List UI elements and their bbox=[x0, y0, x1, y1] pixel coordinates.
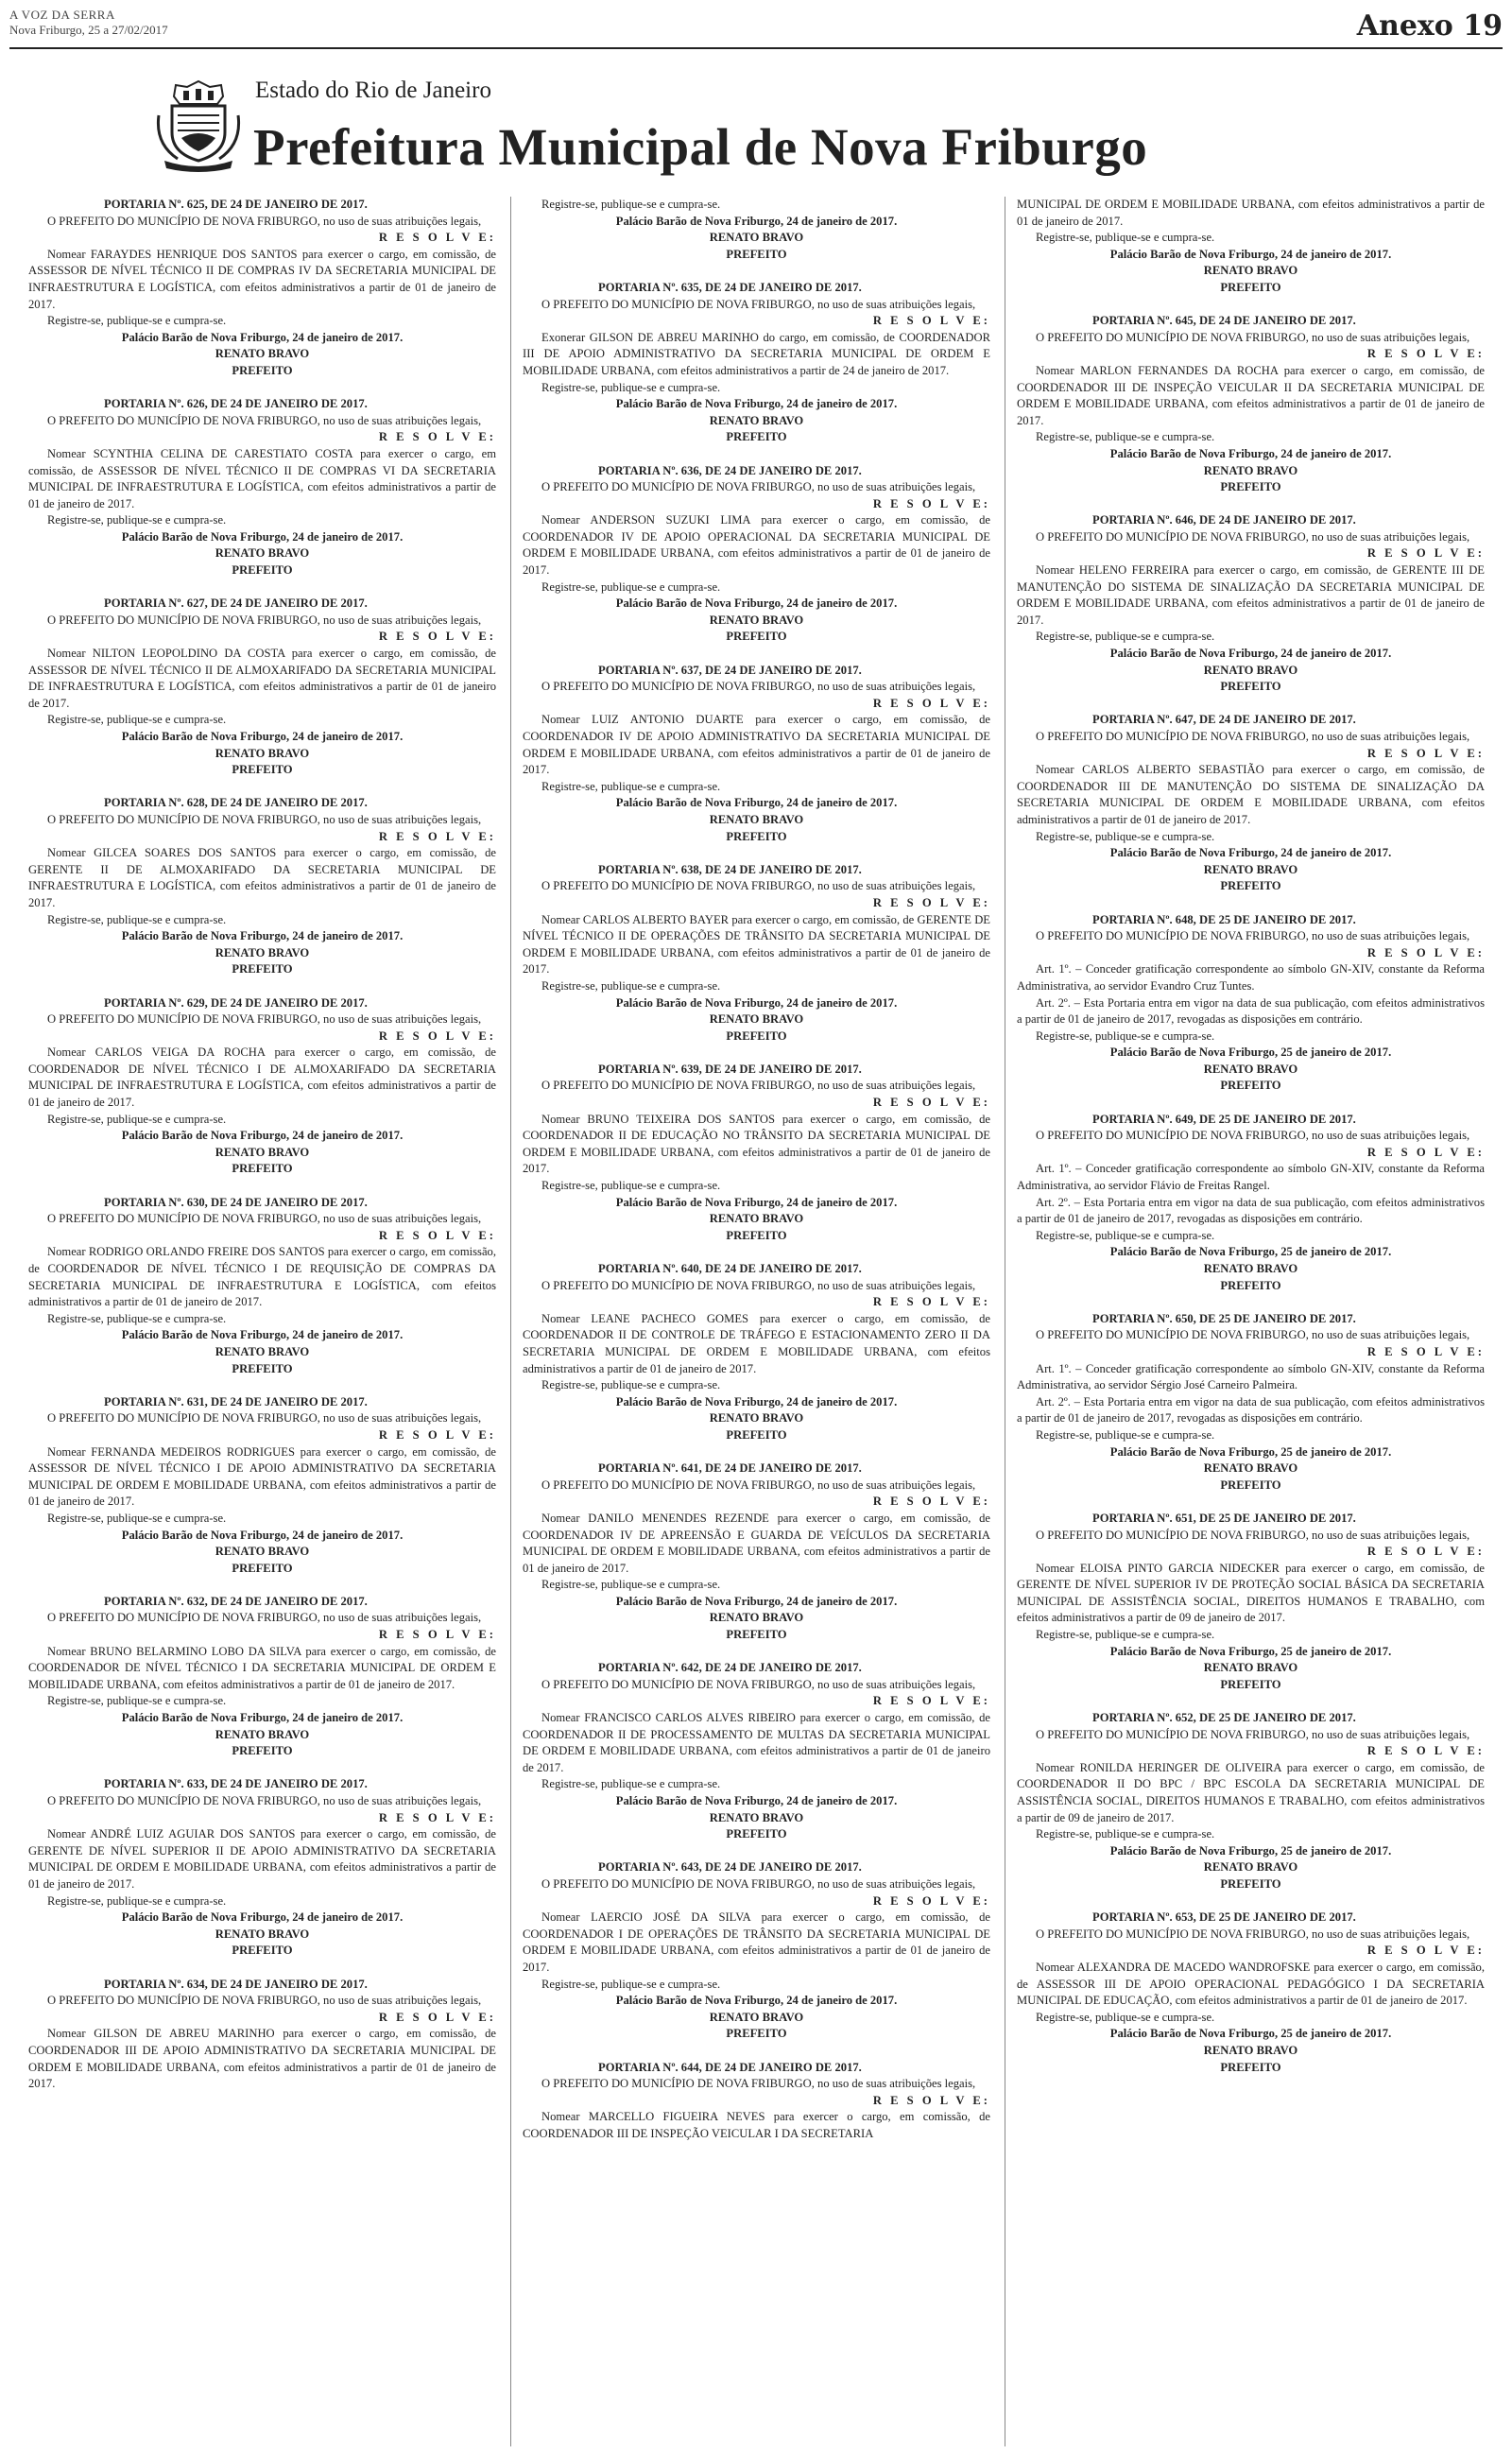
paragraph: Registre-se, publique-se e cumpra-se. bbox=[541, 380, 721, 394]
resolve-heading: R E S O L V E: bbox=[378, 1810, 496, 1824]
paragraph: O PREFEITO DO MUNICÍPIO DE NOVA FRIBURGO, no uso de suas atribuições legais, bbox=[541, 879, 976, 893]
portaria-title: PORTARIA Nº. 650, DE 25 DE JANEIRO DE 2017. bbox=[1092, 1311, 1356, 1325]
spacer bbox=[523, 1244, 990, 1261]
paragraph: Art. 2º. – Esta Portaria entra em vigor na data de sua publicação, com efeitos administrativos a partir de 01 de janeiro de 2017, revogadas as disposições em contrário. bbox=[1017, 995, 1485, 1027]
signature-line: Palácio Barão de Nova Friburgo, 24 de janeiro de 2017. bbox=[615, 1994, 898, 2008]
portaria-title: PORTARIA Nº. 626, DE 24 DE JANEIRO DE 2017. bbox=[104, 397, 368, 411]
signature-line: PREFEITO bbox=[232, 1744, 293, 1758]
resolve-heading: R E S O L V E: bbox=[378, 1028, 496, 1043]
portaria-title: PORTARIA Nº. 635, DE 24 DE JANEIRO DE 2017. bbox=[598, 280, 862, 294]
resolve-heading: R E S O L V E: bbox=[378, 630, 496, 644]
paragraph: O PREFEITO DO MUNICÍPIO DE NOVA FRIBURGO, no uso de suas atribuições legais, bbox=[47, 1994, 482, 2008]
signature-line: Palácio Barão de Nova Friburgo, 24 de janeiro de 2017. bbox=[1109, 446, 1392, 460]
signature-line: Palácio Barão de Nova Friburgo, 24 de janeiro de 2017. bbox=[615, 214, 898, 228]
resolve-heading: R E S O L V E: bbox=[378, 1228, 496, 1242]
signature-line: PREFEITO bbox=[232, 563, 293, 578]
paragraph: Nomear GILCEA SOARES DOS SANTOS para exercer o cargo, em comissão, de GERENTE II DE ALMOXARIFADO DA SECRETARIA MUNICIPAL DE INFRAESTRUTURA E LOGÍSTICA, com efeitos administrativos a partir de 01 de janeiro de 2017. bbox=[28, 846, 496, 909]
coat-of-arms-icon bbox=[151, 78, 246, 172]
signature-line: RENATO BRAVO bbox=[215, 1145, 310, 1159]
signature-line: PREFEITO bbox=[1220, 879, 1281, 893]
resolve-heading: R E S O L V E: bbox=[872, 2093, 990, 2107]
signature-line: Palácio Barão de Nova Friburgo, 24 de janeiro de 2017. bbox=[615, 995, 898, 1010]
paragraph: Registre-se, publique-se e cumpra-se. bbox=[541, 779, 721, 793]
signature-line: PREFEITO bbox=[1220, 280, 1281, 294]
resolve-heading: R E S O L V E: bbox=[872, 1295, 990, 1309]
spacer bbox=[523, 263, 990, 280]
paragraph: Registre-se, publique-se e cumpra-se. bbox=[1036, 1028, 1215, 1043]
masthead bbox=[151, 72, 1380, 195]
signature-line: RENATO BRAVO bbox=[1203, 862, 1298, 876]
resolve-heading: R E S O L V E: bbox=[1366, 1545, 1485, 1559]
portaria-title: PORTARIA Nº. 649, DE 25 DE JANEIRO DE 2017. bbox=[1092, 1112, 1356, 1126]
signature-line: PREFEITO bbox=[1220, 2060, 1281, 2074]
signature-line: RENATO BRAVO bbox=[1203, 2043, 1298, 2057]
portaria-title: PORTARIA Nº. 646, DE 24 DE JANEIRO DE 2017. bbox=[1092, 513, 1356, 527]
signature-line: RENATO BRAVO bbox=[709, 1212, 804, 1226]
signature-line: Palácio Barão de Nova Friburgo, 25 de janeiro de 2017. bbox=[1109, 2027, 1392, 2041]
portaria-title: PORTARIA Nº. 652, DE 25 DE JANEIRO DE 2017. bbox=[1092, 1711, 1356, 1725]
signature-line: RENATO BRAVO bbox=[709, 1012, 804, 1027]
state-name: Estado do Rio de Janeiro bbox=[255, 78, 491, 103]
resolve-heading: R E S O L V E: bbox=[872, 1495, 990, 1509]
portaria-title: PORTARIA Nº. 636, DE 24 DE JANEIRO DE 2017. bbox=[598, 463, 862, 477]
signature-line: PREFEITO bbox=[726, 829, 787, 843]
signature-line: Palácio Barão de Nova Friburgo, 24 de janeiro de 2017. bbox=[1109, 647, 1392, 661]
signature-line: RENATO BRAVO bbox=[215, 1927, 310, 1941]
paragraph: O PREFEITO DO MUNICÍPIO DE NOVA FRIBURGO, no uso de suas atribuições legais, bbox=[541, 1478, 976, 1492]
paragraph: Nomear CARLOS ALBERTO SEBASTIÃO para exercer o cargo, em comissão, de COORDENADOR III DE MANUTENÇÃO DO SISTEMA DE SINALIZAÇÃO DA SECRETARIA MUNICIPAL DE ORDEM E MOBILIDADE URBANA, com efeitos administrativos a partir de 01 de janeiro de 2017. bbox=[1017, 763, 1485, 826]
spacer bbox=[523, 2043, 990, 2060]
signature-line: Palácio Barão de Nova Friburgo, 24 de janeiro de 2017. bbox=[615, 397, 898, 411]
portaria-title: PORTARIA Nº. 648, DE 25 DE JANEIRO DE 2017. bbox=[1092, 912, 1356, 926]
signature-line: Palácio Barão de Nova Friburgo, 24 de janeiro de 2017. bbox=[1109, 247, 1392, 261]
signature-line: Palácio Barão de Nova Friburgo, 25 de janeiro de 2017. bbox=[1109, 1245, 1392, 1259]
spacer bbox=[1017, 496, 1485, 513]
resolve-heading: R E S O L V E: bbox=[378, 231, 496, 245]
signature-line: PREFEITO bbox=[1220, 680, 1281, 694]
signature-line: Palácio Barão de Nova Friburgo, 25 de janeiro de 2017. bbox=[1109, 1444, 1392, 1459]
paragraph: O PREFEITO DO MUNICÍPIO DE NOVA FRIBURGO, no uso de suas atribuições legais, bbox=[1036, 1927, 1470, 1941]
signature-line: RENATO BRAVO bbox=[215, 546, 310, 561]
resolve-heading: R E S O L V E: bbox=[872, 1893, 990, 1908]
spacer bbox=[523, 1644, 990, 1661]
paragraph: Nomear LEANE PACHECO GOMES para exercer o cargo, em comissão, de COORDENADOR II DE CONTROLE DE TRÁFEGO E ESTACIONAMENTO ZERO II DA SECRETARIA MUNICIPAL DE ORDEM E MOBILIDADE URBANA, com efeitos administrativos a partir de 01 de janeiro de 2017. bbox=[523, 1311, 990, 1375]
spacer bbox=[28, 978, 496, 995]
spacer bbox=[1017, 696, 1485, 713]
signature-line: PREFEITO bbox=[726, 1628, 787, 1642]
paragraph: O PREFEITO DO MUNICÍPIO DE NOVA FRIBURGO, no uso de suas atribuições legais, bbox=[1036, 1129, 1470, 1143]
paragraph: O PREFEITO DO MUNICÍPIO DE NOVA FRIBURGO, no uso de suas atribuições legais, bbox=[47, 413, 482, 427]
portaria-title: PORTARIA Nº. 637, DE 24 DE JANEIRO DE 2017. bbox=[598, 663, 862, 677]
signature-line: PREFEITO bbox=[726, 1028, 787, 1043]
signature-line: PREFEITO bbox=[726, 247, 787, 261]
signature-line: PREFEITO bbox=[1220, 1876, 1281, 1891]
paragraph: Nomear BRUNO TEIXEIRA DOS SANTOS para exercer o cargo, em comissão, de COORDENADOR II DE EDUCAÇÃO NO TRÂNSITO DA SECRETARIA MUNICIPAL DE ORDEM E MOBILIDADE URBANA, com efeitos administrativos a partir de 01 de janeiro de 2017. bbox=[523, 1112, 990, 1176]
portaria-title: PORTARIA Nº. 640, DE 24 DE JANEIRO DE 2017. bbox=[598, 1262, 862, 1275]
resolve-heading: R E S O L V E: bbox=[378, 430, 496, 444]
resolve-heading: R E S O L V E: bbox=[378, 829, 496, 843]
paragraph: Art. 1º. – Conceder gratificação correspondente ao símbolo GN-XIV, constante da Reforma Administrativa, ao servidor Flávio de Freitas Rangel. bbox=[1017, 1162, 1485, 1193]
paragraph: Registre-se, publique-se e cumpra-se. bbox=[1036, 1427, 1215, 1442]
signature-line: PREFEITO bbox=[726, 630, 787, 644]
portaria-title: PORTARIA Nº. 634, DE 24 DE JANEIRO DE 2017. bbox=[104, 1977, 368, 1991]
resolve-heading: R E S O L V E: bbox=[1366, 1344, 1485, 1358]
signature-line: RENATO BRAVO bbox=[215, 347, 310, 361]
paragraph: Registre-se, publique-se e cumpra-se. bbox=[541, 1378, 721, 1392]
spacer bbox=[28, 380, 496, 397]
portaria-title: PORTARIA Nº. 627, DE 24 DE JANEIRO DE 2017. bbox=[104, 596, 368, 611]
signature-line: PREFEITO bbox=[232, 1361, 293, 1375]
spacer bbox=[1017, 297, 1485, 314]
signature-line: RENATO BRAVO bbox=[215, 1727, 310, 1741]
paragraph: Registre-se, publique-se e cumpra-se. bbox=[47, 713, 227, 727]
paragraph: O PREFEITO DO MUNICÍPIO DE NOVA FRIBURGO, no uso de suas atribuições legais, bbox=[47, 1411, 482, 1426]
signature-line: PREFEITO bbox=[1220, 1079, 1281, 1093]
resolve-heading: R E S O L V E: bbox=[1366, 945, 1485, 959]
portaria-title: PORTARIA Nº. 633, DE 24 DE JANEIRO DE 2017. bbox=[104, 1777, 368, 1791]
signature-line: RENATO BRAVO bbox=[1203, 1062, 1298, 1076]
paragraph: Registre-se, publique-se e cumpra-se. bbox=[541, 1179, 721, 1193]
paragraph: Nomear RODRIGO ORLANDO FREIRE DOS SANTOS para exercer o cargo, em comissão, de COORDENADOR DE NÍVEL TÉCNICO I DE REQUISIÇÃO DE COMPRAS DA SECRETARIA MUNICIPAL DE INFRAESTRUTURA E LOGÍSTICA, com efeitos administrativos a partir de 01 de janeiro de 2017. bbox=[28, 1245, 496, 1309]
resolve-heading: R E S O L V E: bbox=[872, 314, 990, 328]
paragraph: Nomear SCYNTHIA CELINA DE CARESTIATO COSTA para exercer o cargo, em comissão, de ASSESSOR DE NÍVEL TÉCNICO II DE COMPRAS VI DA SECRETARIA MUNICIPAL DE INFRAESTRUTURA E LOGÍSTICA, com efeitos administrativos a partir de 01 de janeiro de 2017. bbox=[28, 446, 496, 510]
spacer bbox=[28, 779, 496, 796]
paragraph: O PREFEITO DO MUNICÍPIO DE NOVA FRIBURGO, no uso de suas atribuições legais, bbox=[541, 2077, 976, 2091]
paragraph: O PREFEITO DO MUNICÍPIO DE NOVA FRIBURGO, no uso de suas atribuições legais, bbox=[541, 1876, 976, 1891]
signature-line: RENATO BRAVO bbox=[709, 1810, 804, 1824]
spacer bbox=[1017, 1494, 1485, 1511]
portaria-title: PORTARIA Nº. 625, DE 24 DE JANEIRO DE 2017. bbox=[104, 198, 368, 211]
portaria-title: PORTARIA Nº. 641, DE 24 DE JANEIRO DE 2017. bbox=[598, 1461, 862, 1476]
paragraph: Nomear ANDERSON SUZUKI LIMA para exercer o cargo, em comissão, de COORDENADOR IV DE APOIO OPERACIONAL DA SECRETARIA MUNICIPAL DE ORDEM E MOBILIDADE URBANA, com efeitos administrativos a partir de 01 de janeiro de 2017. bbox=[523, 513, 990, 578]
resolve-heading: R E S O L V E: bbox=[872, 496, 990, 510]
paragraph: Art. 2º. – Esta Portaria entra em vigor na data de sua publicação, com efeitos administrativos a partir de 01 de janeiro de 2017, revogadas as disposições em contrário. bbox=[1017, 1394, 1485, 1426]
resolve-heading: R E S O L V E: bbox=[872, 696, 990, 710]
portaria-title: PORTARIA Nº. 645, DE 24 DE JANEIRO DE 2017. bbox=[1092, 314, 1356, 328]
signature-line: PREFEITO bbox=[232, 1944, 293, 1958]
paragraph: Registre-se, publique-se e cumpra-se. bbox=[47, 314, 227, 328]
spacer bbox=[523, 446, 990, 463]
newspaper-header bbox=[9, 8, 1503, 47]
signature-line: PREFEITO bbox=[232, 1162, 293, 1176]
paragraph: Nomear FRANCISCO CARLOS ALVES RIBEIRO para exercer o cargo, em comissão, de COORDENADOR II DE PROCESSAMENTO DE MULTAS DA SECRETARIA MUNICIPAL DE ORDEM E MOBILIDADE URBANA, com efeitos administrativos a partir de 01 de janeiro de 2017. bbox=[523, 1711, 990, 1774]
resolve-heading: R E S O L V E: bbox=[1366, 1145, 1485, 1159]
paragraph: Nomear ELOISA PINTO GARCIA NIDECKER para exercer o cargo, em comissão, de GERENTE DE NÍVEL SUPERIOR IV DE PROTEÇÃO SOCIAL BÁSICA DA SECRETARIA MUNICIPAL DE ASSISTÊNCIA SOCIAL, DIREITOS HUMANOS E TRABALHO, com efeitos administrativos a partir de 09 de janeiro de 2017. bbox=[1017, 1561, 1485, 1625]
spacer bbox=[28, 1178, 496, 1195]
paragraph: O PREFEITO DO MUNICÍPIO DE NOVA FRIBURGO, no uso de suas atribuições legais, bbox=[47, 812, 482, 826]
column-left bbox=[28, 197, 496, 2446]
signature-line: Palácio Barão de Nova Friburgo, 24 de janeiro de 2017. bbox=[1109, 846, 1392, 860]
signature-line: PREFEITO bbox=[726, 1427, 787, 1442]
paragraph: Nomear FARAYDES HENRIQUE DOS SANTOS para exercer o cargo, em comissão, de ASSESSOR DE NÍVEL TÉCNICO II DE COMPRAS IV DA SECRETARIA MUNICIPAL DE INFRAESTRUTURA E LOGÍSTICA, com efeitos administrativos a partir de 01 de janeiro de 2017. bbox=[28, 247, 496, 311]
resolve-heading: R E S O L V E: bbox=[1366, 347, 1485, 361]
signature-line: Palácio Barão de Nova Friburgo, 24 de janeiro de 2017. bbox=[121, 730, 404, 743]
signature-line: Palácio Barão de Nova Friburgo, 25 de janeiro de 2017. bbox=[1109, 1046, 1392, 1060]
portaria-title: PORTARIA Nº. 647, DE 24 DE JANEIRO DE 2017. bbox=[1092, 713, 1356, 727]
paragraph: Nomear NILTON LEOPOLDINO DA COSTA para exercer o cargo, em comissão, de ASSESSOR DE NÍVEL TÉCNICO II DE ALMOXARIFADO DA SECRETARIA MUNICIPAL DE INFRAESTRUTURA E LOGÍSTICA, com efeitos administrativos a partir de 01 de janeiro de 2017. bbox=[28, 647, 496, 710]
signature-line: PREFEITO bbox=[232, 363, 293, 377]
spacer bbox=[523, 1843, 990, 1860]
paragraph: O PREFEITO DO MUNICÍPIO DE NOVA FRIBURGO, no uso de suas atribuições legais, bbox=[47, 1212, 482, 1226]
signature-line: PREFEITO bbox=[1220, 1278, 1281, 1292]
paragraph: O PREFEITO DO MUNICÍPIO DE NOVA FRIBURGO, no uso de suas atribuições legais, bbox=[1036, 529, 1470, 544]
signature-line: RENATO BRAVO bbox=[709, 1411, 804, 1426]
portaria-title: PORTARIA Nº. 638, DE 24 DE JANEIRO DE 2017. bbox=[598, 862, 862, 876]
resolve-heading: R E S O L V E: bbox=[378, 1628, 496, 1642]
annex-label: Anexo 19 bbox=[1356, 9, 1503, 43]
resolve-heading: R E S O L V E: bbox=[872, 1096, 990, 1110]
signature-line: RENATO BRAVO bbox=[709, 2010, 804, 2024]
paragraph: O PREFEITO DO MUNICÍPIO DE NOVA FRIBURGO, no uso de suas atribuições legais, bbox=[541, 1677, 976, 1691]
paragraph: Nomear CARLOS ALBERTO BAYER para exercer o cargo, em comissão, de GERENTE DE NÍVEL TÉCNICO II DE OPERAÇÕES DE TRÂNSITO DA SECRETARIA MUNICIPAL DE ORDEM E MOBILIDADE URBANA, com efeitos administrativos a partir de 01 de janeiro de 2017. bbox=[523, 912, 990, 976]
paragraph: Registre-se, publique-se e cumpra-se. bbox=[1036, 1228, 1215, 1242]
resolve-heading: R E S O L V E: bbox=[1366, 1944, 1485, 1958]
paragraph: O PREFEITO DO MUNICÍPIO DE NOVA FRIBURGO, no uso de suas atribuições legais, bbox=[1036, 730, 1470, 743]
resolve-heading: R E S O L V E: bbox=[378, 1427, 496, 1442]
spacer bbox=[523, 845, 990, 862]
signature-line: Palácio Barão de Nova Friburgo, 25 de janeiro de 2017. bbox=[1109, 1644, 1392, 1658]
resolve-heading: R E S O L V E: bbox=[872, 895, 990, 909]
paragraph: Registre-se, publique-se e cumpra-se. bbox=[541, 978, 721, 993]
signature-line: Palácio Barão de Nova Friburgo, 24 de janeiro de 2017. bbox=[615, 596, 898, 611]
signature-line: RENATO BRAVO bbox=[1203, 264, 1298, 278]
signature-line: RENATO BRAVO bbox=[215, 945, 310, 959]
paragraph: Registre-se, publique-se e cumpra-se. bbox=[541, 579, 721, 594]
paragraph: Nomear MARCELLO FIGUEIRA NEVES para exercer o cargo, em comissão, de COORDENADOR III DE INSPEÇÃO VEICULAR I DA SECRETARIA bbox=[523, 2110, 990, 2140]
portaria-title: PORTARIA Nº. 631, DE 24 DE JANEIRO DE 2017. bbox=[104, 1394, 368, 1408]
signature-line: Palácio Barão de Nova Friburgo, 24 de janeiro de 2017. bbox=[121, 1528, 404, 1542]
paragraph: Registre-se, publique-se e cumpra-se. bbox=[541, 1977, 721, 1991]
paragraph: O PREFEITO DO MUNICÍPIO DE NOVA FRIBURGO, no uso de suas atribuições legais, bbox=[541, 480, 976, 494]
spacer bbox=[28, 1760, 496, 1777]
spacer bbox=[523, 646, 990, 663]
signature-line: PREFEITO bbox=[232, 763, 293, 777]
spacer bbox=[523, 1444, 990, 1461]
signature-line: Palácio Barão de Nova Friburgo, 24 de janeiro de 2017. bbox=[121, 330, 404, 344]
paragraph: Registre-se, publique-se e cumpra-se. bbox=[541, 198, 721, 211]
paragraph: Art. 1º. – Conceder gratificação correspondente ao símbolo GN-XIV, constante da Reforma Administrativa, ao servidor Evandro Cruz Tuntes. bbox=[1017, 962, 1485, 993]
paragraph: O PREFEITO DO MUNICÍPIO DE NOVA FRIBURGO, no uso de suas atribuições legais, bbox=[47, 1611, 482, 1625]
signature-line: RENATO BRAVO bbox=[1203, 1661, 1298, 1675]
spacer bbox=[1017, 1893, 1485, 1910]
signature-line: Palácio Barão de Nova Friburgo, 24 de janeiro de 2017. bbox=[615, 1394, 898, 1408]
paragraph: MUNICIPAL DE ORDEM E MOBILIDADE URBANA, com efeitos administrativos a partir de 01 de janeiro de 2017. bbox=[1017, 198, 1485, 228]
paragraph: Registre-se, publique-se e cumpra-se. bbox=[47, 1311, 227, 1325]
paragraph: Nomear DANILO MENENDES REZENDE para exercer o cargo, em comissão, de COORDENADOR IV DE APREENSÃO E GUARDA DE VEÍCULOS DA SECRETARIA MUNICIPAL DE ORDEM E MOBILIDADE URBANA, com efeitos administrativos a partir de 01 de janeiro de 2017. bbox=[523, 1511, 990, 1575]
paragraph: Registre-se, publique-se e cumpra-se. bbox=[541, 1777, 721, 1791]
paragraph: Nomear MARLON FERNANDES DA ROCHA para exercer o cargo, em comissão, de COORDENADOR III DE INSPEÇÃO VEICULAR II DA SECRETARIA MUNICIPAL DE ORDEM E MOBILIDADE URBANA, com efeitos administrativos a partir de 01 de janeiro de 2017. bbox=[1017, 363, 1485, 427]
signature-line: RENATO BRAVO bbox=[709, 231, 804, 245]
paragraph: Registre-se, publique-se e cumpra-se. bbox=[1036, 1628, 1215, 1642]
signature-line: RENATO BRAVO bbox=[709, 1611, 804, 1625]
paragraph: O PREFEITO DO MUNICÍPIO DE NOVA FRIBURGO, no uso de suas atribuições legais, bbox=[1036, 1328, 1470, 1342]
signature-line: RENATO BRAVO bbox=[1203, 463, 1298, 477]
spacer bbox=[1017, 1693, 1485, 1710]
page-title: Prefeitura Municipal de Nova Friburgo bbox=[253, 118, 1148, 176]
paragraph: Exonerar GILSON DE ABREU MARINHO do cargo, em comissão, de COORDENADOR III DE APOIO ADMINISTRATIVO DA SECRETARIA MUNICIPAL DE ORDEM E MOBILIDADE URBANA, com efeitos administrativos a partir de 24 de janeiro de 2017. bbox=[523, 330, 990, 377]
signature-line: Palácio Barão de Nova Friburgo, 24 de janeiro de 2017. bbox=[121, 1910, 404, 1925]
resolve-heading: R E S O L V E: bbox=[1366, 546, 1485, 561]
paragraph: Nomear FERNANDA MEDEIROS RODRIGUES para exercer o cargo, em comissão, de ASSESSOR DE NÍVEL TÉCNICO I DE APOIO ADMINISTRATIVO DA SECRETARIA MUNICIPAL DE ORDEM E MOBILIDADE URBANA, com efeitos administrativos a partir de 01 de janeiro de 2017. bbox=[28, 1444, 496, 1509]
paragraph: Registre-se, publique-se e cumpra-se. bbox=[541, 1578, 721, 1592]
edition-date: Nova Friburgo, 25 a 27/02/2017 bbox=[9, 23, 168, 37]
paragraph: Art. 2º. – Esta Portaria entra em vigor na data de sua publicação, com efeitos administrativos a partir de 01 de janeiro de 2017, revogadas as disposições em contrário. bbox=[1017, 1195, 1485, 1226]
spacer bbox=[28, 579, 496, 596]
portaria-title: PORTARIA Nº. 630, DE 24 DE JANEIRO DE 2017. bbox=[104, 1195, 368, 1209]
spacer bbox=[1017, 895, 1485, 912]
spacer bbox=[523, 1045, 990, 1062]
signature-line: PREFEITO bbox=[726, 2027, 787, 2041]
signature-line: Palácio Barão de Nova Friburgo, 24 de janeiro de 2017. bbox=[121, 529, 404, 544]
paragraph: O PREFEITO DO MUNICÍPIO DE NOVA FRIBURGO, no uso de suas atribuições legais, bbox=[541, 297, 976, 311]
paragraph: O PREFEITO DO MUNICÍPIO DE NOVA FRIBURGO, no uso de suas atribuições legais, bbox=[47, 613, 482, 627]
portaria-title: PORTARIA Nº. 629, DE 24 DE JANEIRO DE 2017. bbox=[104, 995, 368, 1010]
signature-line: RENATO BRAVO bbox=[1203, 1461, 1298, 1476]
signature-line: PREFEITO bbox=[1220, 1677, 1281, 1691]
signature-line: PREFEITO bbox=[726, 1827, 787, 1841]
signature-line: RENATO BRAVO bbox=[215, 746, 310, 760]
signature-line: Palácio Barão de Nova Friburgo, 24 de janeiro de 2017. bbox=[121, 1129, 404, 1143]
signature-line: RENATO BRAVO bbox=[1203, 663, 1298, 677]
paragraph: Registre-se, publique-se e cumpra-se. bbox=[1036, 630, 1215, 644]
paragraph: Nomear ANDRÉ LUIZ AGUIAR DOS SANTOS para exercer o cargo, em comissão, de GERENTE DE NÍVEL SUPERIOR II DE APOIO ADMINISTRATIVO DA SECRETARIA MUNICIPAL DE ORDEM E MOBILIDADE URBANA, com efeitos administrativos a partir de 01 de janeiro de 2017. bbox=[28, 1827, 496, 1891]
paragraph: Registre-se, publique-se e cumpra-se. bbox=[47, 1511, 227, 1525]
paragraph: O PREFEITO DO MUNICÍPIO DE NOVA FRIBURGO, no uso de suas atribuições legais, bbox=[1036, 929, 1470, 943]
portaria-title: PORTARIA Nº. 643, DE 24 DE JANEIRO DE 2017. bbox=[598, 1860, 862, 1875]
column-right bbox=[1017, 197, 1485, 2446]
signature-line: Palácio Barão de Nova Friburgo, 24 de janeiro de 2017. bbox=[615, 1594, 898, 1608]
portarias-columns bbox=[28, 197, 1484, 2446]
spacer bbox=[28, 1377, 496, 1394]
spacer bbox=[28, 1960, 496, 1977]
signature-line: PREFEITO bbox=[232, 962, 293, 976]
signature-line: PREFEITO bbox=[1220, 480, 1281, 494]
signature-line: Palácio Barão de Nova Friburgo, 25 de janeiro de 2017. bbox=[1109, 1843, 1392, 1858]
paragraph: Registre-se, publique-se e cumpra-se. bbox=[47, 1694, 227, 1708]
paragraph: Nomear LUIZ ANTONIO DUARTE para exercer o cargo, em comissão, de COORDENADOR IV DE APOIO ADMINISTRATIVO DA SECRETARIA MUNICIPAL DE ORDEM E MOBILIDADE URBANA, com efeitos administrativos a partir de 01 de janeiro de 2017. bbox=[523, 713, 990, 777]
resolve-heading: R E S O L V E: bbox=[1366, 1744, 1485, 1758]
signature-line: PREFEITO bbox=[1220, 1478, 1281, 1492]
signature-line: RENATO BRAVO bbox=[1203, 1262, 1298, 1275]
portaria-title: PORTARIA Nº. 642, DE 24 DE JANEIRO DE 2017. bbox=[598, 1661, 862, 1675]
column-divider bbox=[510, 197, 511, 2446]
paragraph: Nomear RONILDA HERINGER DE OLIVEIRA para exercer o cargo, em comissão, de COORDENADOR II DO BPC / BPC ESCOLA DA SECRETARIA MUNICIPAL DE ASSISTÊNCIA SOCIAL, DIREITOS HUMANOS E TRABALHO, com efeitos administrativos a partir de 09 de janeiro de 2017. bbox=[1017, 1760, 1485, 1824]
signature-line: RENATO BRAVO bbox=[215, 1344, 310, 1358]
paragraph: Registre-se, publique-se e cumpra-se. bbox=[1036, 829, 1215, 843]
paragraph: O PREFEITO DO MUNICÍPIO DE NOVA FRIBURGO, no uso de suas atribuições legais, bbox=[541, 1278, 976, 1292]
paragraph: O PREFEITO DO MUNICÍPIO DE NOVA FRIBURGO, no uso de suas atribuições legais, bbox=[1036, 330, 1470, 344]
portaria-title: PORTARIA Nº. 651, DE 25 DE JANEIRO DE 2017. bbox=[1092, 1511, 1356, 1525]
paragraph: O PREFEITO DO MUNICÍPIO DE NOVA FRIBURGO, no uso de suas atribuições legais, bbox=[47, 214, 482, 228]
signature-line: Palácio Barão de Nova Friburgo, 24 de janeiro de 2017. bbox=[121, 1711, 404, 1725]
paragraph: O PREFEITO DO MUNICÍPIO DE NOVA FRIBURGO, no uso de suas atribuições legais, bbox=[47, 1012, 482, 1027]
signature-line: PREFEITO bbox=[726, 430, 787, 444]
paragraph: Nomear HELENO FERREIRA para exercer o cargo, em comissão, de GERENTE III DE MANUTENÇÃO DO SISTEMA DE SINALIZAÇÃO DA SECRETARIA MUNICIPAL DE ORDEM E MOBILIDADE URBANA, com efeitos administrativos a partir de 01 de janeiro de 2017. bbox=[1017, 563, 1485, 627]
signature-line: Palácio Barão de Nova Friburgo, 24 de janeiro de 2017. bbox=[121, 1328, 404, 1342]
paragraph: O PREFEITO DO MUNICÍPIO DE NOVA FRIBURGO, no uso de suas atribuições legais, bbox=[541, 1079, 976, 1093]
header-divider bbox=[9, 47, 1503, 49]
signature-line: PREFEITO bbox=[726, 1228, 787, 1242]
portaria-title: PORTARIA Nº. 632, DE 24 DE JANEIRO DE 2017. bbox=[104, 1594, 368, 1608]
paragraph: Registre-se, publique-se e cumpra-se. bbox=[1036, 430, 1215, 444]
paragraph: O PREFEITO DO MUNICÍPIO DE NOVA FRIBURGO, no uso de suas atribuições legais, bbox=[1036, 1528, 1470, 1542]
paragraph: Registre-se, publique-se e cumpra-se. bbox=[47, 513, 227, 527]
paragraph: Registre-se, publique-se e cumpra-se. bbox=[1036, 2010, 1215, 2024]
paragraph: Registre-se, publique-se e cumpra-se. bbox=[1036, 1827, 1215, 1841]
portaria-title: PORTARIA Nº. 628, DE 24 DE JANEIRO DE 2017. bbox=[104, 796, 368, 810]
signature-line: Palácio Barão de Nova Friburgo, 24 de janeiro de 2017. bbox=[615, 796, 898, 810]
paragraph: Nomear BRUNO BELARMINO LOBO DA SILVA para exercer o cargo, em comissão, de COORDENADOR DE NÍVEL TÉCNICO I DA SECRETARIA MUNICIPAL DE ORDEM E MOBILIDADE URBANA, com efeitos administrativos a partir de 01 de janeiro de 2017. bbox=[28, 1644, 496, 1691]
paragraph: Nomear LAERCIO JOSÉ DA SILVA para exercer o cargo, em comissão, de COORDENADOR I DE OPERAÇÕES DE TRÂNSITO DA SECRETARIA MUNICIPAL DE ORDEM E MOBILIDADE URBANA, com efeitos administrativos a partir de 01 de janeiro de 2017. bbox=[523, 1910, 990, 1974]
resolve-heading: R E S O L V E: bbox=[378, 2010, 496, 2024]
portaria-title: PORTARIA Nº. 639, DE 24 DE JANEIRO DE 2017. bbox=[598, 1062, 862, 1076]
signature-line: PREFEITO bbox=[232, 1561, 293, 1575]
signature-line: RENATO BRAVO bbox=[709, 812, 804, 826]
column-middle bbox=[523, 197, 990, 2446]
signature-line: RENATO BRAVO bbox=[709, 413, 804, 427]
paragraph: Registre-se, publique-se e cumpra-se. bbox=[47, 1112, 227, 1126]
portaria-title: PORTARIA Nº. 644, DE 24 DE JANEIRO DE 2017. bbox=[598, 2060, 862, 2074]
paragraph: O PREFEITO DO MUNICÍPIO DE NOVA FRIBURGO, no uso de suas atribuições legais, bbox=[47, 1794, 482, 1807]
signature-line: Palácio Barão de Nova Friburgo, 24 de janeiro de 2017. bbox=[615, 1794, 898, 1807]
paragraph: Nomear ALEXANDRA DE MACEDO WANDROFSKE para exercer o cargo, em comissão, de ASSESSOR III DE APOIO OPERACIONAL PEDAGÓGICO I DA SECRETARIA MUNICIPAL DE EDUCAÇÃO, com efeitos administrativos a partir de 01 de janeiro de 2017. bbox=[1017, 1960, 1485, 2008]
signature-line: RENATO BRAVO bbox=[709, 613, 804, 627]
spacer bbox=[1017, 1294, 1485, 1311]
spacer bbox=[1017, 1095, 1485, 1112]
paragraph: O PREFEITO DO MUNICÍPIO DE NOVA FRIBURGO, no uso de suas atribuições legais, bbox=[541, 680, 976, 694]
portaria-title: PORTARIA Nº. 653, DE 25 DE JANEIRO DE 2017. bbox=[1092, 1910, 1356, 1925]
paragraph: Art. 1º. – Conceder gratificação correspondente ao símbolo GN-XIV, constante da Reforma Administrativa, ao servidor Sérgio José Carneiro Palmeira. bbox=[1017, 1361, 1485, 1392]
paragraph: Registre-se, publique-se e cumpra-se. bbox=[47, 1893, 227, 1908]
paragraph: O PREFEITO DO MUNICÍPIO DE NOVA FRIBURGO, no uso de suas atribuições legais, bbox=[1036, 1727, 1470, 1741]
paragraph: Nomear GILSON DE ABREU MARINHO para exercer o cargo, em comissão, de COORDENADOR III DE APOIO ADMINISTRATIVO DA SECRETARIA MUNICIPAL DE ORDEM E MOBILIDADE URBANA, com efeitos administrativos a partir de 01 de janeiro de 2017. bbox=[28, 2027, 496, 2091]
newspaper-name: A VOZ DA SERRA bbox=[9, 8, 115, 22]
signature-line: RENATO BRAVO bbox=[215, 1545, 310, 1559]
resolve-heading: R E S O L V E: bbox=[872, 1694, 990, 1708]
spacer bbox=[28, 1577, 496, 1594]
paragraph: Nomear CARLOS VEIGA DA ROCHA para exercer o cargo, em comissão, de COORDENADOR DE NÍVEL TÉCNICO I DE ALMOXARIFADO DA SECRETARIA MUNICIPAL DE INFRAESTRUTURA E LOGÍSTICA, com efeitos administrativos a partir de 01 de janeiro de 2017. bbox=[28, 1046, 496, 1110]
signature-line: RENATO BRAVO bbox=[1203, 1860, 1298, 1875]
signature-line: Palácio Barão de Nova Friburgo, 24 de janeiro de 2017. bbox=[615, 1195, 898, 1209]
signature-line: Palácio Barão de Nova Friburgo, 24 de janeiro de 2017. bbox=[121, 929, 404, 943]
paragraph: Registre-se, publique-se e cumpra-se. bbox=[1036, 231, 1215, 245]
paragraph: Registre-se, publique-se e cumpra-se. bbox=[47, 912, 227, 926]
resolve-heading: R E S O L V E: bbox=[1366, 746, 1485, 760]
